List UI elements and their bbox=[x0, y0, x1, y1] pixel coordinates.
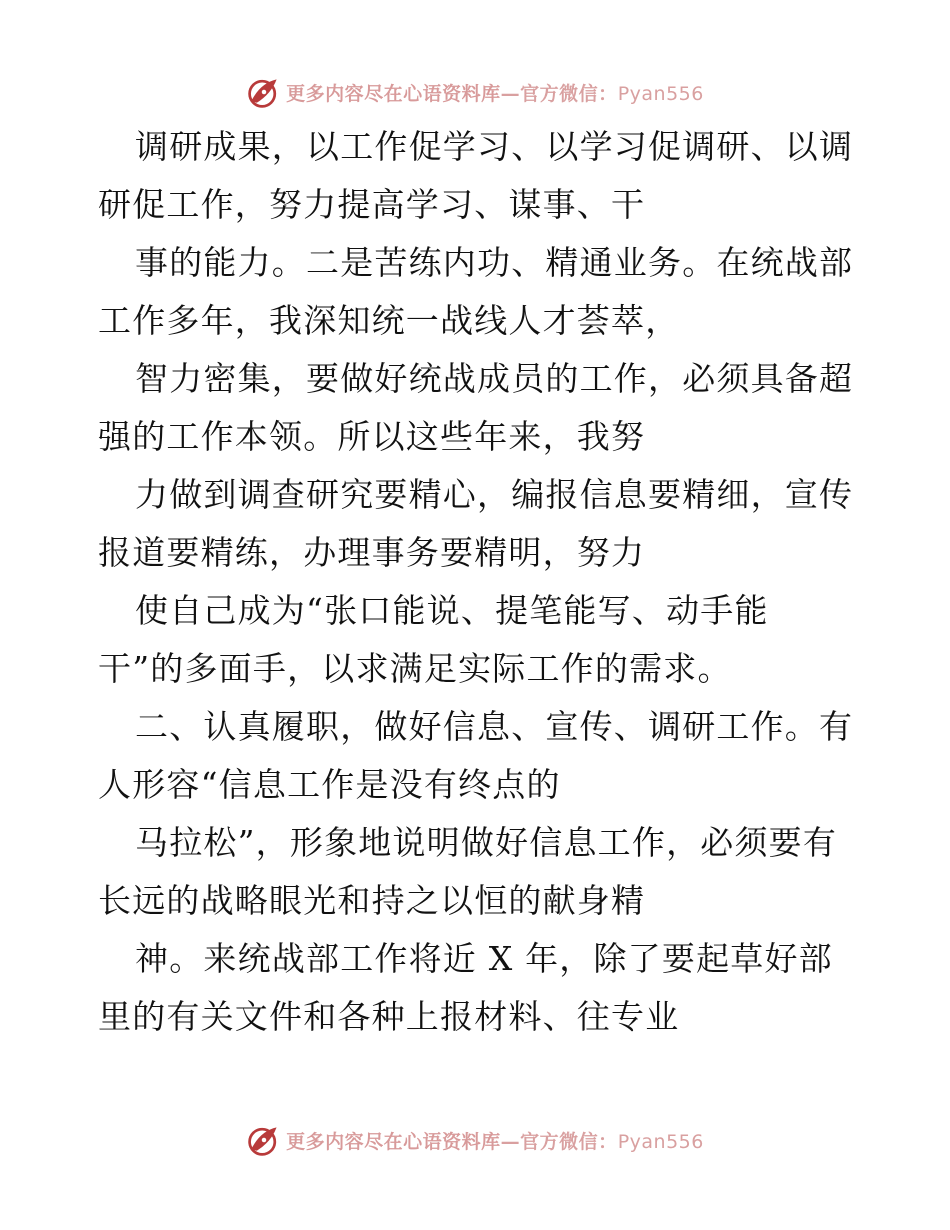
body-line-9: 使自己成为“张口能说、提笔能写、动手能 bbox=[135, 591, 769, 630]
body-line-1: 调研成果，以工作促学习、以学习促调研、以调 bbox=[135, 127, 854, 166]
body-line-15: 神。来统战部工作将近 X 年，除了要起草好部 bbox=[135, 939, 833, 978]
header-banner bbox=[0, 72, 950, 112]
pen-nib-logo-icon bbox=[246, 74, 282, 110]
body-line-10: 干”的多面手，以求满足实际工作的需求。 bbox=[98, 649, 732, 688]
header-contact-label: 官方微信： bbox=[520, 82, 618, 105]
header-contact-id: Pyan556 bbox=[617, 82, 704, 105]
body-line-11: 二、认真履职，做好信息、宣传、调研工作。有 bbox=[135, 707, 854, 746]
body-line-8: 报道要精练，办理事务要精明，努力 bbox=[98, 533, 646, 572]
footer-text bbox=[286, 1127, 704, 1154]
footer-dash: — bbox=[500, 1130, 521, 1153]
footer-contact-id: Pyan556 bbox=[617, 1130, 704, 1153]
body-line-16: 里的有关文件和各种上报材料、往专业 bbox=[98, 997, 680, 1036]
footer-contact-label: 官方微信： bbox=[520, 1130, 618, 1153]
header-dash: — bbox=[500, 82, 521, 105]
body-line-12: 人形容“信息工作是没有终点的 bbox=[98, 765, 561, 804]
body-line-13: 马拉松”，形象地说明做好信息工作，必须要有 bbox=[135, 823, 838, 862]
body-line-7: 力做到调查研究要精心，编报信息要精细，宣传 bbox=[135, 475, 854, 514]
body-line-3: 事的能力。二是苦练内功、精通业务。在统战部 bbox=[135, 243, 854, 282]
footer-banner bbox=[0, 1120, 950, 1160]
header-text bbox=[286, 79, 704, 106]
body-line-4: 工作多年，我深知统一战线人才荟萃， bbox=[98, 301, 680, 340]
body-line-2: 研促工作，努力提高学习、谋事、干 bbox=[98, 185, 646, 224]
pen-nib-logo-icon bbox=[246, 1122, 282, 1158]
body-line-6: 强的工作本领。所以这些年来，我努 bbox=[98, 417, 646, 456]
header-brand: 更多内容尽在心语资料库 bbox=[286, 82, 501, 105]
body-line-14: 长远的战略眼光和持之以恒的献身精 bbox=[98, 881, 646, 920]
body-line-5: 智力密集，要做好统战成员的工作，必须具备超 bbox=[135, 359, 854, 398]
footer-brand: 更多内容尽在心语资料库 bbox=[286, 1130, 501, 1153]
